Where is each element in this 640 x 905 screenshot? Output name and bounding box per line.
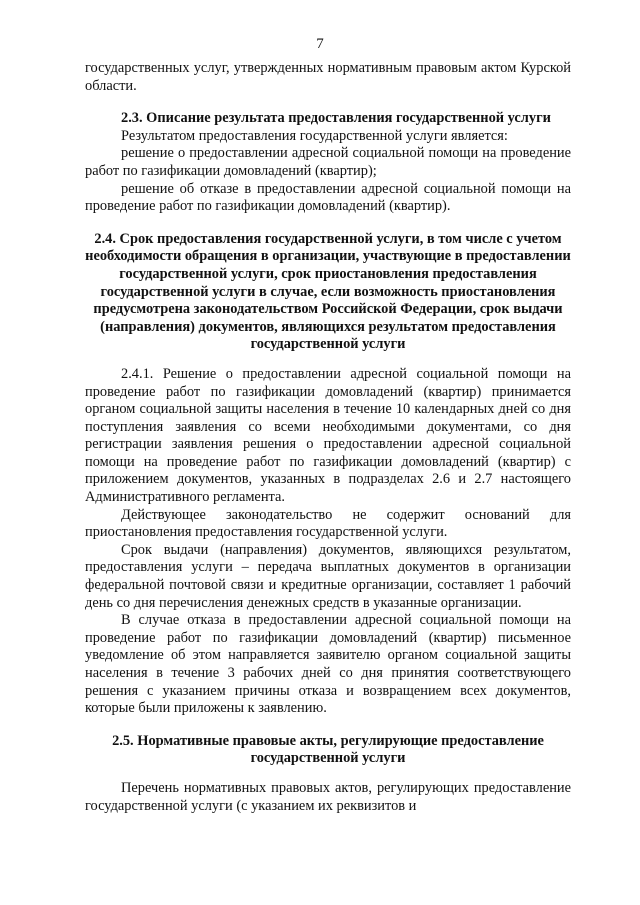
page-number: 7: [316, 36, 324, 52]
section-2-5-heading: 2.5. Нормативные правовые акты, регулирующие предоставление государственной услуги: [112, 732, 544, 767]
continuation-paragraph: государственных услуг, утвержденных нормативным правовым актом Курской области.: [85, 60, 571, 94]
document-body: [85, 60, 571, 815]
section-2-5-paragraph-1: Перечень нормативных правовых актов, регулирующих предоставление государственной услуги (с указанием их реквизитов и: [85, 779, 571, 814]
section-2-4-paragraph-3: Срок выдачи (направления) документов, являющихся результатом, предоставления услуги – передача выплатных документов в организации федеральной почтовой связи и кредитные организации, составляет 1 рабочий день со дня перечисления денежных средств в указанные организации.: [85, 541, 571, 611]
section-2-3-paragraph-1: Результатом предоставления государственной услуги является:: [121, 127, 508, 144]
section-2-4-paragraph-4: В случае отказа в предоставлении адресной социальной помощи на проведение работ по газификации домовладений (квартир) письменное уведомление об этом направляется заявителю органом социальной защиты населения в течение 3 рабочих дней со дня принятия соответствующего решения с указанием причины отказа и возвращением всех документов, которые были приложены к заявлению.: [85, 612, 571, 717]
section-2-3-paragraph-3: решение об отказе в предоставлении адресной социальной помощи на проведение работ по газификации домовладений (квартир).: [85, 180, 571, 215]
section-2-4-paragraph-1: 2.4.1. Решение о предоставлении адресной социальной помощи на проведение работ по газификации домовладений (квартир) принимается органом социальной защиты населения в течение 10 календарных дней со дня поступления заявления со всеми необходимыми документами, со дня регистрации заявления решения о предоставлении адресной социальной помощи на проведение работ по газификации домовладений (квартир) с приложением документов, указанных в подразделах 2.6 и 2.7 настоящего Административного регламента.: [85, 365, 571, 506]
section-2-3-heading: 2.3. Описание результата предоставления государственной услуги: [121, 110, 551, 127]
section-2-4-paragraph-2: Действующее законодательство не содержит оснований для приостановления предоставления государственной услуги.: [85, 506, 571, 541]
section-2-3-paragraph-2: решение о предоставлении адресной социальной помощи на проведение работ по газификации домовладений (квартир);: [85, 145, 571, 179]
section-2-4-heading: 2.4. Срок предоставления государственной услуги, в том числе с учетом необходимости обращения в организации, участвующие в предоставлении государственной услуги, срок приостановления предоставления государственной услуги в случае, если возможность приостановления предусмотрена законодательством Российской Федерации, срок выдачи (направления) документов, являющихся результатом предоставления государственной услуги: [85, 230, 571, 353]
